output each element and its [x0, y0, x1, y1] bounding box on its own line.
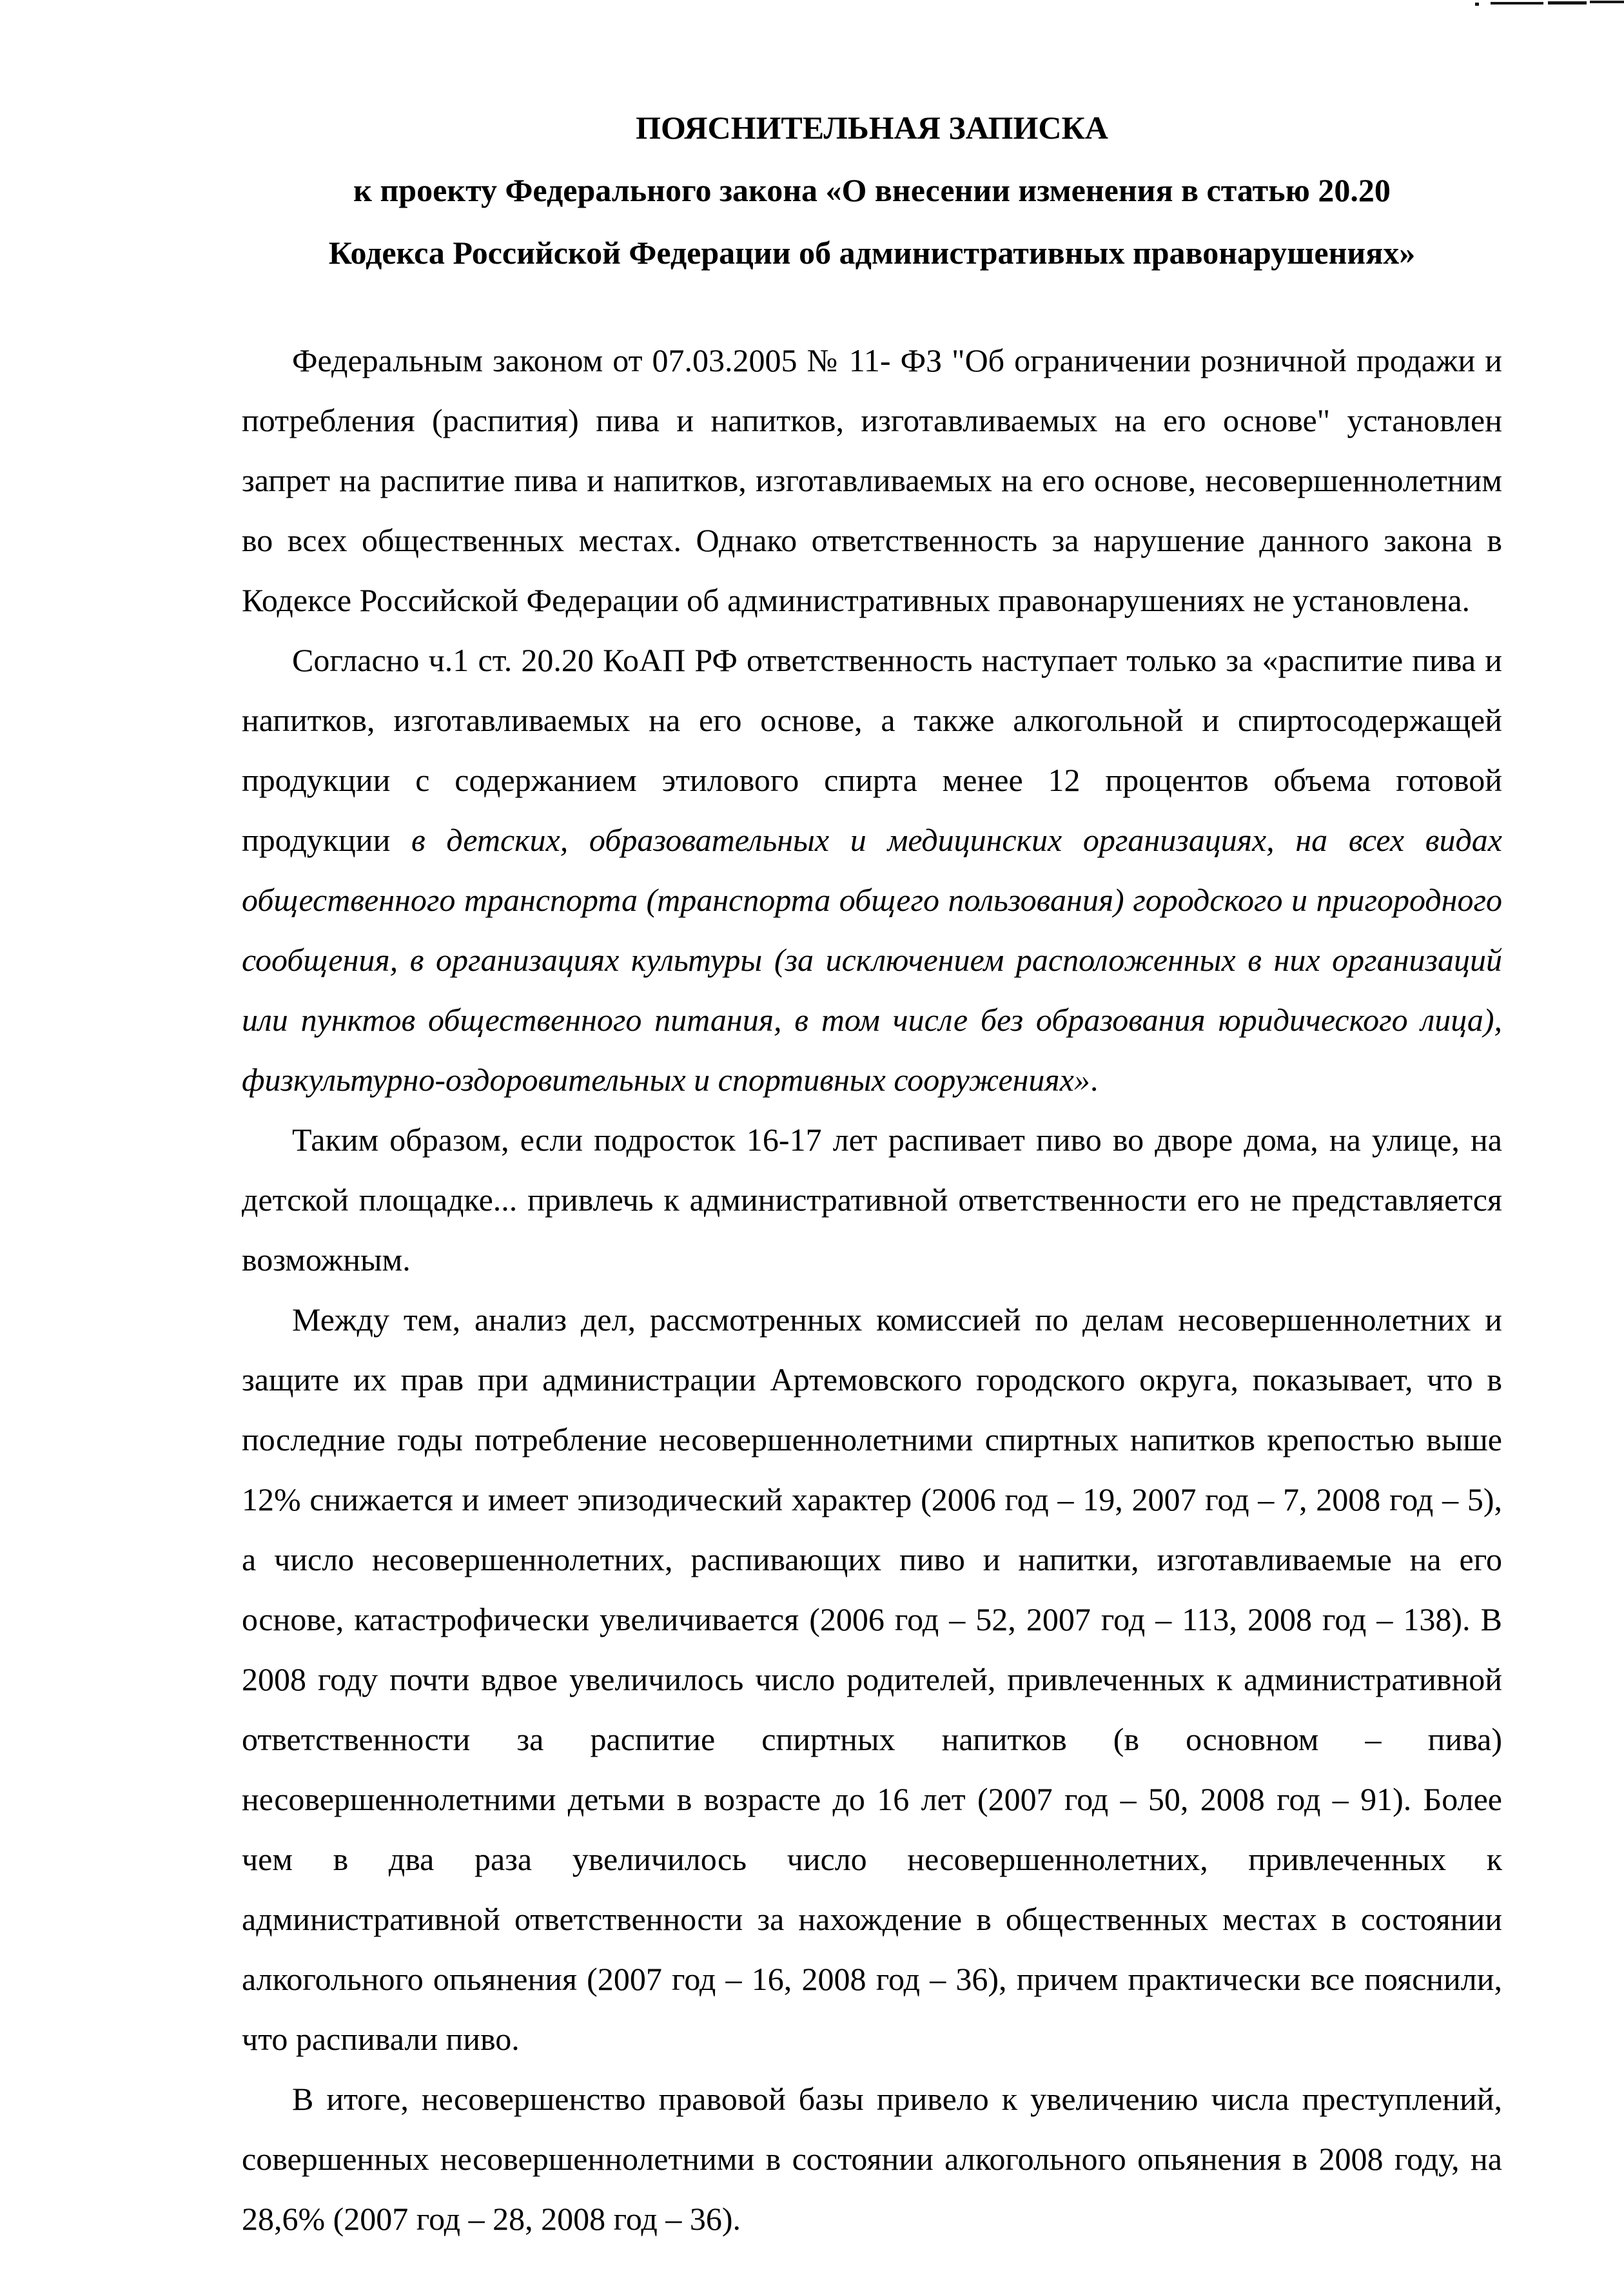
text-run: .: [1090, 1062, 1099, 1098]
text-run: В итоге, несовершенство правовой базы привело к увеличению числа преступлений, совершенных несовершеннолетними в состоянии алкогольного опьянения в 2008 году, на 28,6% (2007 год – 28, 2008 год – 36).: [242, 2081, 1502, 2237]
paragraph: [242, 1290, 1502, 2069]
paragraph: [242, 1110, 1502, 1290]
title-line-subject-1: к проекту Федерального закона «О внесении изменения в статью 20.20: [353, 172, 1391, 208]
scan-artifact-line: [1590, 1, 1624, 3]
document-body: [242, 331, 1502, 2249]
scan-artifact-dot: [1475, 3, 1479, 6]
title-line-subject-2: Кодекса Российской Федерации об административных правонарушениях»: [328, 235, 1416, 271]
document-title: [242, 97, 1502, 284]
text-run: Согласно ч.1 ст. 20.20 КоАП РФ ответственность наступает только за «распитие пива и напитков, изготавливаемых на его основе, а также алкогольной и спиртосодержащей продукции с содержанием этилового спирта менее 12 процентов объема готовой продукции: [242, 642, 1502, 858]
text-run: в детских, образовательных и медицинских организациях, на всех видах общественного транспорта (транспорта общего пользования) городского и пригородного сообщения, в организациях культуры (за исключением расположенных в них организаций или пунктов общественного питания, в том числе без образования юридического лица), физкультурно-оздоровительных и спортивных сооружениях»: [242, 822, 1502, 1098]
text-run: Федеральным законом от 07.03.2005 № 11- ФЗ "Об ограничении розничной продажи и потребления (распития) пива и напитков, изготавливаемых на его основе" установлен запрет на распитие пива и напитков, изготавливаемых на его основе, несовершеннолетним во всех общественных местах. Однако ответственность за нарушение данного закона в Кодексе Российской Федерации об административных правонарушениях не установлена.: [242, 342, 1502, 618]
paragraph: [242, 2069, 1502, 2249]
paragraph: [242, 630, 1502, 1110]
scan-artifact-line: [1548, 1, 1587, 5]
text-run: Таким образом, если подросток 16-17 лет распивает пиво во дворе дома, на улице, на детской площадке... привлечь к административной ответственности его не представляется возможным.: [242, 1122, 1502, 1278]
paragraph: [242, 331, 1502, 630]
title-line-main: ПОЯСНИТЕЛЬНАЯ ЗАПИСКА: [636, 110, 1108, 146]
text-run: Между тем, анализ дел, рассмотренных комиссией по делам несовершеннолетних и защите их прав при администрации Артемовского городского округа, показывает, что в последние годы потребление несовершеннолетними спиртных напитков крепостью выше 12% снижается и имеет эпизодический характер (2006 год – 19, 2007 год – 7, 2008 год – 5), а число несовершеннолетних, распивающих пиво и напитки, изготавливаемые на его основе, катастрофически увеличивается (2006 год – 52, 2007 год – 113, 2008 год – 138). В 2008 году почти вдвое увеличилось число родителей, привлеченных к административной ответственности за распитие спиртных напитков (в основном – пива) несовершеннолетними детьми в возрасте до 16 лет (2007 год – 50, 2008 год – 91). Более чем в два раза увеличилось число несовершеннолетних, привлеченных к административной ответственности за нахождение в общественных местах в состоянии алкогольного опьянения (2007 год – 16, 2008 год – 36), причем практически все пояснили, что распивали пиво.: [242, 1301, 1502, 2057]
scan-artifact-line: [1491, 2, 1543, 5]
